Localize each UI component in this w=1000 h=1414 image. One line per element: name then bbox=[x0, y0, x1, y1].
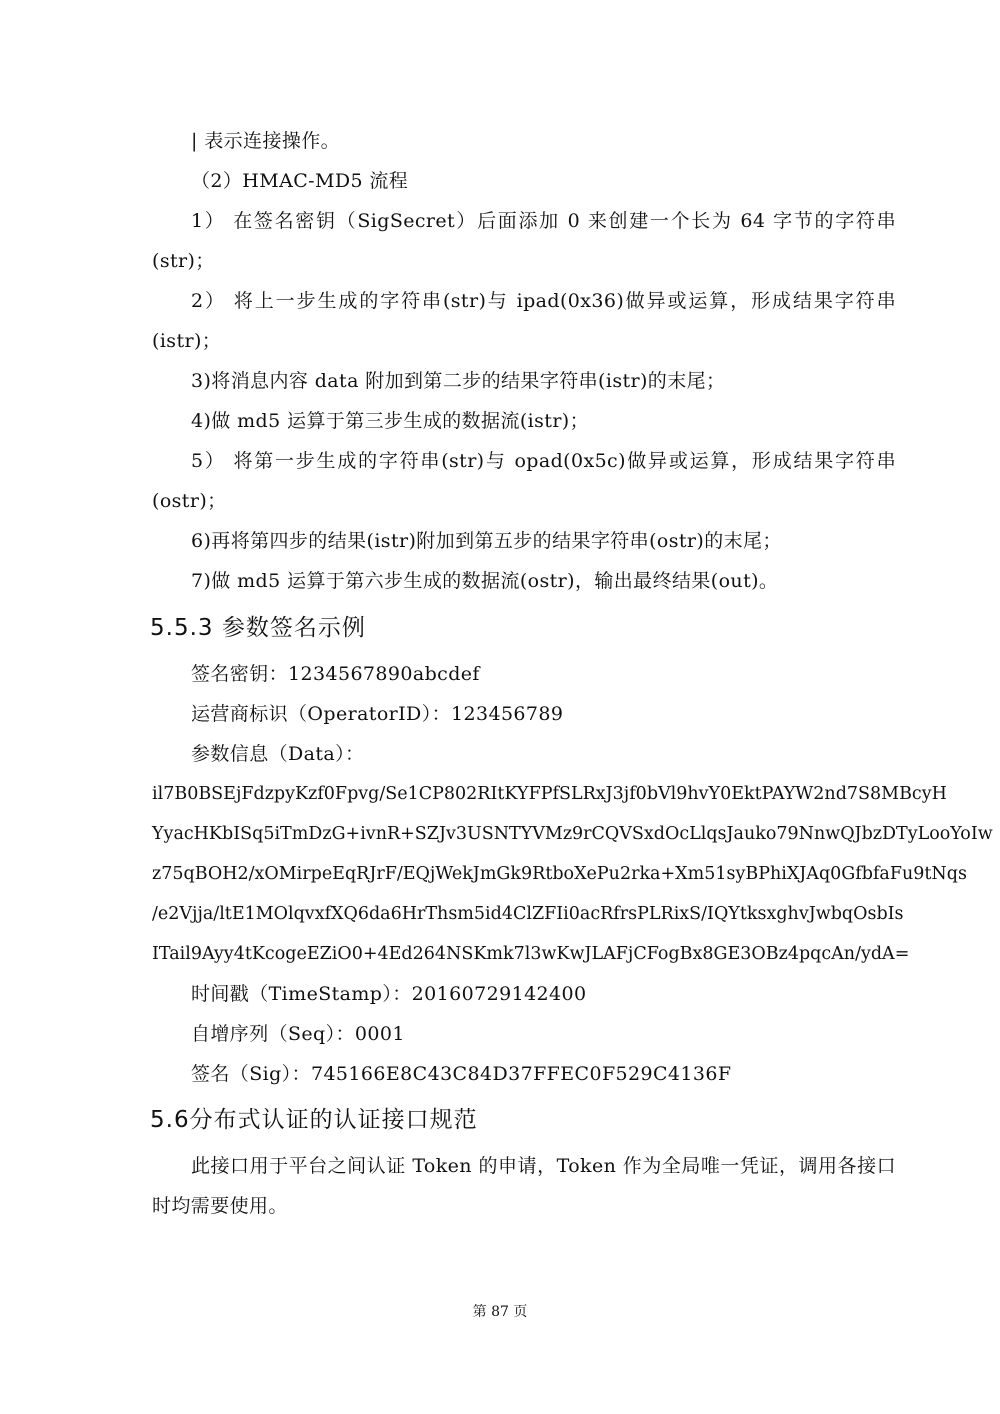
step-4-text: 4)做 md5 运算于第三步生成的数据流(istr)； bbox=[191, 410, 590, 432]
section-5-6-paragraph-continuation: 时均需要使用。 bbox=[152, 1195, 288, 1217]
step-7-text: 7)做 md5 运算于第六步生成的数据流(ostr)，输出最终结果(out)。 bbox=[191, 570, 779, 592]
seq-line: 自增序列（Seq）：0001 bbox=[191, 1023, 405, 1045]
section-heading-5-5-3: 5.5.3 参数签名示例 bbox=[150, 615, 366, 641]
step-1-continuation: (str)； bbox=[152, 250, 215, 272]
timestamp-line: 时间戳（TimeStamp）：20160729142400 bbox=[191, 983, 587, 1005]
data-value-line: il7B0BSEjFdzpyKzf0Fpvg/Se1CP802RItKYFPfSLRxJ3jf0bVl9hvY0EktPAYW2nd7S8MBcyH bbox=[152, 784, 947, 804]
step-2-text: 2） 将上一步生成的字符串(str)与 ipad(0x36)做异或运算，形成结果字符串 bbox=[191, 290, 896, 312]
operator-id-line: 运营商标识（OperatorID）：123456789 bbox=[191, 703, 564, 725]
step-1-text: 1） 在签名密钥（SigSecret）后面添加 0 来创建一个长为 64 字节的字符串 bbox=[191, 210, 896, 232]
step-2-continuation: (istr)； bbox=[152, 330, 222, 352]
sig-line: 签名（Sig）：745166E8C43C84D37FFEC0F529C4136F bbox=[191, 1063, 732, 1085]
sig-secret-line: 签名密钥：1234567890abcdef bbox=[191, 663, 480, 685]
data-label-line: 参数信息（Data）： bbox=[191, 743, 365, 765]
data-value-line: z75qBOH2/xOMirpeEqRJrF/EQjWekJmGk9RtboXePu2rka+Xm51syBPhiXJAq0GfbfaFu9tNqs bbox=[152, 864, 967, 884]
step-5-continuation: (ostr)； bbox=[152, 490, 227, 512]
data-value-line: YyacHKbISq5iTmDzG+ivnR+SZJv3USNTYVMz9rCQVSxdOcLlqsJauko79NnwQJbzDTyLooYoIw bbox=[152, 824, 993, 844]
hmac-md5-title: （2）HMAC-MD5 流程 bbox=[191, 170, 409, 192]
data-value-line: ITail9Ayy4tKcogeEZiO0+4Ed264NSKmk7l3wKwJLAFjCFogBx8GE3OBz4pqcAn/ydA= bbox=[152, 944, 910, 964]
section-heading-5-6: 5.6分布式认证的认证接口规范 bbox=[150, 1107, 478, 1133]
step-5-text: 5） 将第一步生成的字符串(str)与 opad(0x5c)做异或运算，形成结果字符串 bbox=[191, 450, 896, 472]
data-value-line: /e2Vjja/ltE1MOlqvxfXQ6da6HrThsm5id4ClZFIi0acRfrsPLRixS/IQYtksxghvJwbqOsbIs bbox=[152, 904, 904, 924]
page-number: 第 87 页 bbox=[472, 1304, 528, 1320]
concat-operator-note: | 表示连接操作。 bbox=[191, 130, 341, 152]
section-5-6-paragraph: 此接口用于平台之间认证 Token 的申请，Token 作为全局唯一凭证，调用各接口 bbox=[191, 1155, 896, 1177]
step-3-text: 3)将消息内容 data 附加到第二步的结果字符串(istr)的末尾； bbox=[191, 370, 726, 392]
step-6-text: 6)再将第四步的结果(istr)附加到第五步的结果字符串(ostr)的末尾； bbox=[191, 530, 782, 552]
